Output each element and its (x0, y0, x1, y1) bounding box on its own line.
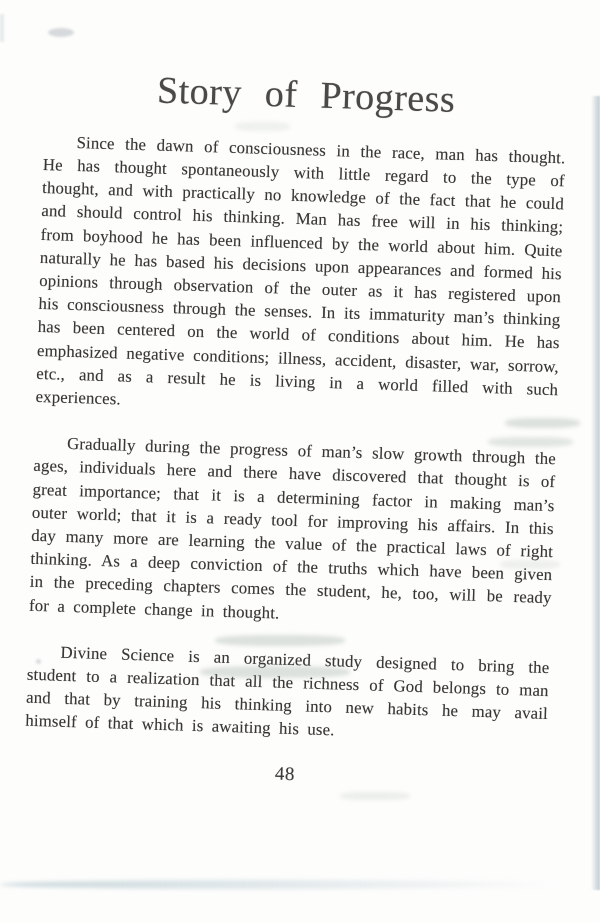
page-right-edge-shadow (591, 96, 600, 890)
page-number: 48 (274, 763, 296, 785)
page-bottom-edge-shadow (0, 880, 568, 889)
page-content (24, 66, 568, 794)
paragraph-2: Gradually during the progress of man’s slow growth through the ages, individuals here and there have discovered that thought is of great importance; that it is a determining factor in making man’s outer world; that it is a ready tool for improving his affairs. In this day many more are learning the value of the practical laws of right thinking. As a deep conviction of the truths which have been given in the preceding chapters comes the student, he, too, will be ready for a complete change in thought. (28, 433, 557, 623)
bleedthrough-smudge (340, 792, 410, 800)
paragraph-1: Since the dawn of consciousness in the race, man has thought. He has thought spontaneously with little regard to the type of thought, and with practically no knowledge of the fact that he could and should control his thinking. Man has free will in his thinking; from boyhood he has been influenced by the world about him. Quite naturally he has based his decisions upon appearances and formed his opinions through observation of the outer as it has registered upon his consciousness through the senses. In its immaturity man’s thinking has been centered on the world of conditions about him. He has emphasized negative conditions; illness, accident, disaster, war, sorrow, etc., and as a result he is living in a world filled with such experiences. (35, 132, 566, 409)
page-left-edge-notch (0, 14, 4, 42)
page-title: Story of Progress (156, 69, 456, 121)
scan-artifact-top-left (48, 28, 74, 37)
paragraph-3: Divine Science is an organized study designed to bring the student to a realization that all the richness of God belongs to man and that by training his thinking into new habits he may avail himself of that which is awaiting his use. (25, 642, 550, 740)
